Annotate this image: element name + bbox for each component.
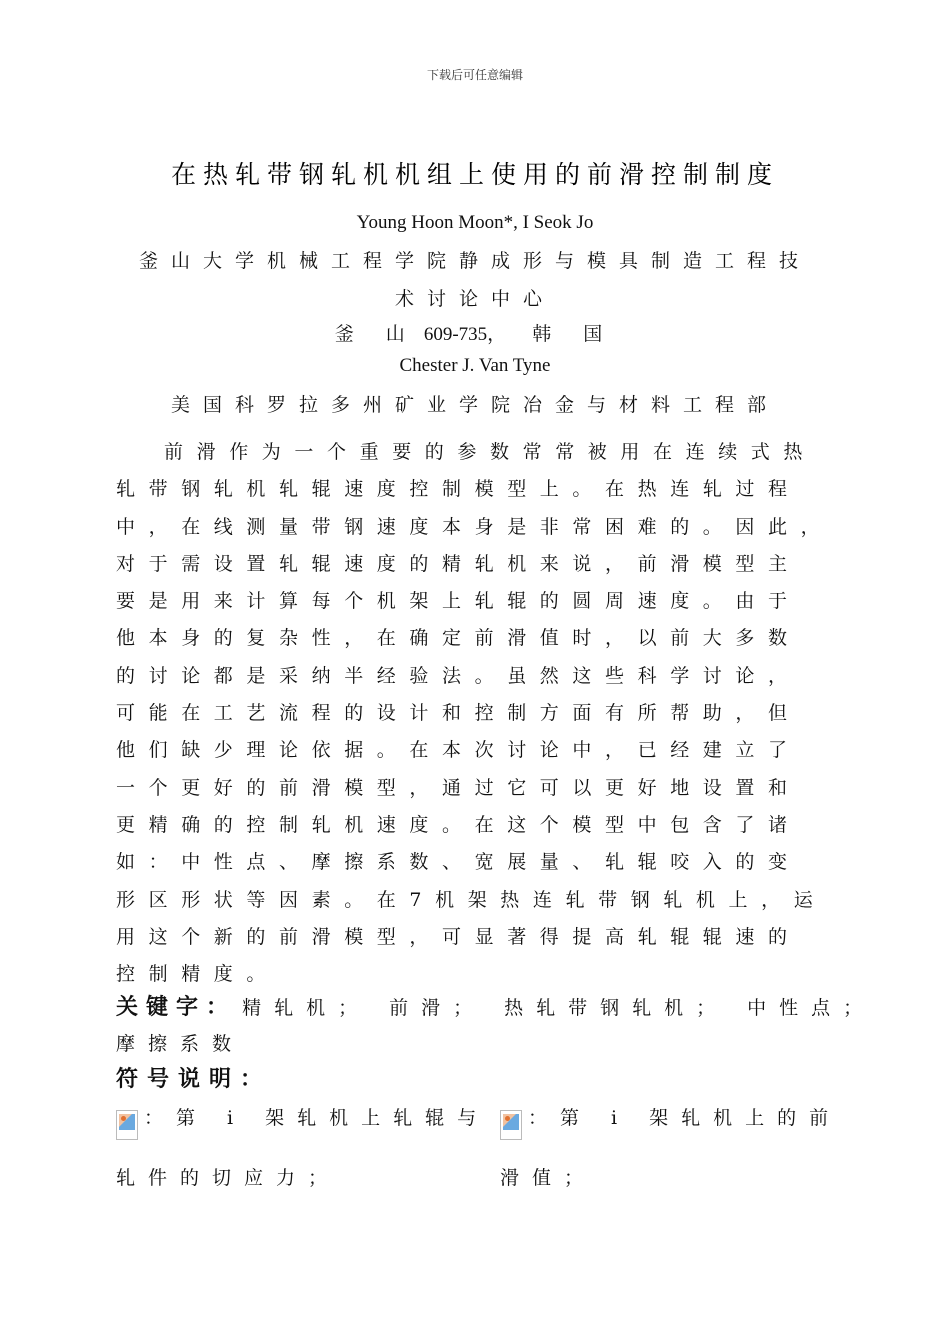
affiliation-1-city: 釜 山 <box>334 323 418 345</box>
symbols-title: 符号说明： <box>116 1067 272 1092</box>
abstract-line: 他本身的复杂性，在确定前滑值时，以前大多数 <box>116 627 801 650</box>
abstract-line: 对于需设置轧辊速度的精轧机来说，前滑模型主 <box>116 552 801 575</box>
header-note: 下载后可任意编辑 <box>426 68 523 82</box>
keywords-text-line-1: 精轧机； 前滑； 热轧带钢轧机； 中性点； <box>242 997 876 1019</box>
abstract-line: 形区形状等因素。在7机架热连轧带钢轧机上，运 <box>116 888 827 911</box>
affiliation-1-line-1: 釜山大学机械工程学院静成形与模具制造工程技 <box>138 250 811 272</box>
abstract-line: 的讨论都是采纳半经验法。虽然这些科学讨论， <box>116 664 801 687</box>
symbol-1-image-icon <box>116 1110 138 1140</box>
affiliation-1-country: 韩 国 <box>532 323 616 345</box>
affiliation-1-postcode: 609-735， <box>423 324 507 345</box>
abstract-line: 轧带钢轧机轧辊速度控制模型上。在热连轧过程 <box>116 478 801 501</box>
keywords <box>116 990 876 1062</box>
abstract-line: 更精确的控制轧机速度。在这个模型中包含了诸 <box>116 813 801 836</box>
symbol-2-image-icon <box>500 1110 522 1140</box>
abstract-line: 可能在工艺流程的设计和控制方面有所帮助，但 <box>116 702 801 725</box>
abstract-line: 中，在线测量带钢速度本身是非常困难的。因此， <box>116 515 834 538</box>
abstract-line: 用这个新的前滑模型，可显著得提高轧辊辊速的 <box>116 925 801 948</box>
abstract-line: 如：中性点、摩擦系数、宽展量、轧辊咬入的变 <box>116 851 801 874</box>
abstract-line: 前滑作为一个重要的参数常常被用在连续式热 <box>164 441 817 463</box>
symbol-1-description-line-1: ：第 i 架轧机上轧辊与 <box>144 1107 490 1129</box>
keywords-label: 关键字： <box>116 995 237 1020</box>
symbol-2-description-line-2: 滑值； <box>500 1167 597 1189</box>
affiliation-1-address <box>0 319 950 346</box>
abstract <box>116 434 836 993</box>
abstract-line: 控制精度。 <box>116 963 280 986</box>
abstract-line: 要是用来计算每个机架上轧辊的圆周速度。由于 <box>116 590 801 613</box>
abstract-line: 一个更好的前滑模型，通过它可以更好地设置和 <box>116 776 801 799</box>
authors-line-1: Young Hoon Moon*, I Seok Jo <box>356 212 594 233</box>
page-title: 在热轧带钢轧机机组上使用的前滑控制制度 <box>170 160 779 189</box>
affiliation-2: 美国科罗拉多州矿业学院冶金与材料工程部 <box>170 394 779 416</box>
abstract-line: 他们缺少理论依据。在本次讨论中，已经建立了 <box>116 739 801 762</box>
authors-line-2: Chester J. Van Tyne <box>399 355 551 376</box>
keywords-text-line-2: 摩擦系数 <box>116 1033 245 1055</box>
affiliation-1-line-2: 术讨论中心 <box>394 288 555 310</box>
symbol-2-description-line-1: ：第 i 架轧机上的前 <box>528 1107 842 1129</box>
symbol-1-description-line-2: 轧件的切应力； <box>116 1167 341 1189</box>
